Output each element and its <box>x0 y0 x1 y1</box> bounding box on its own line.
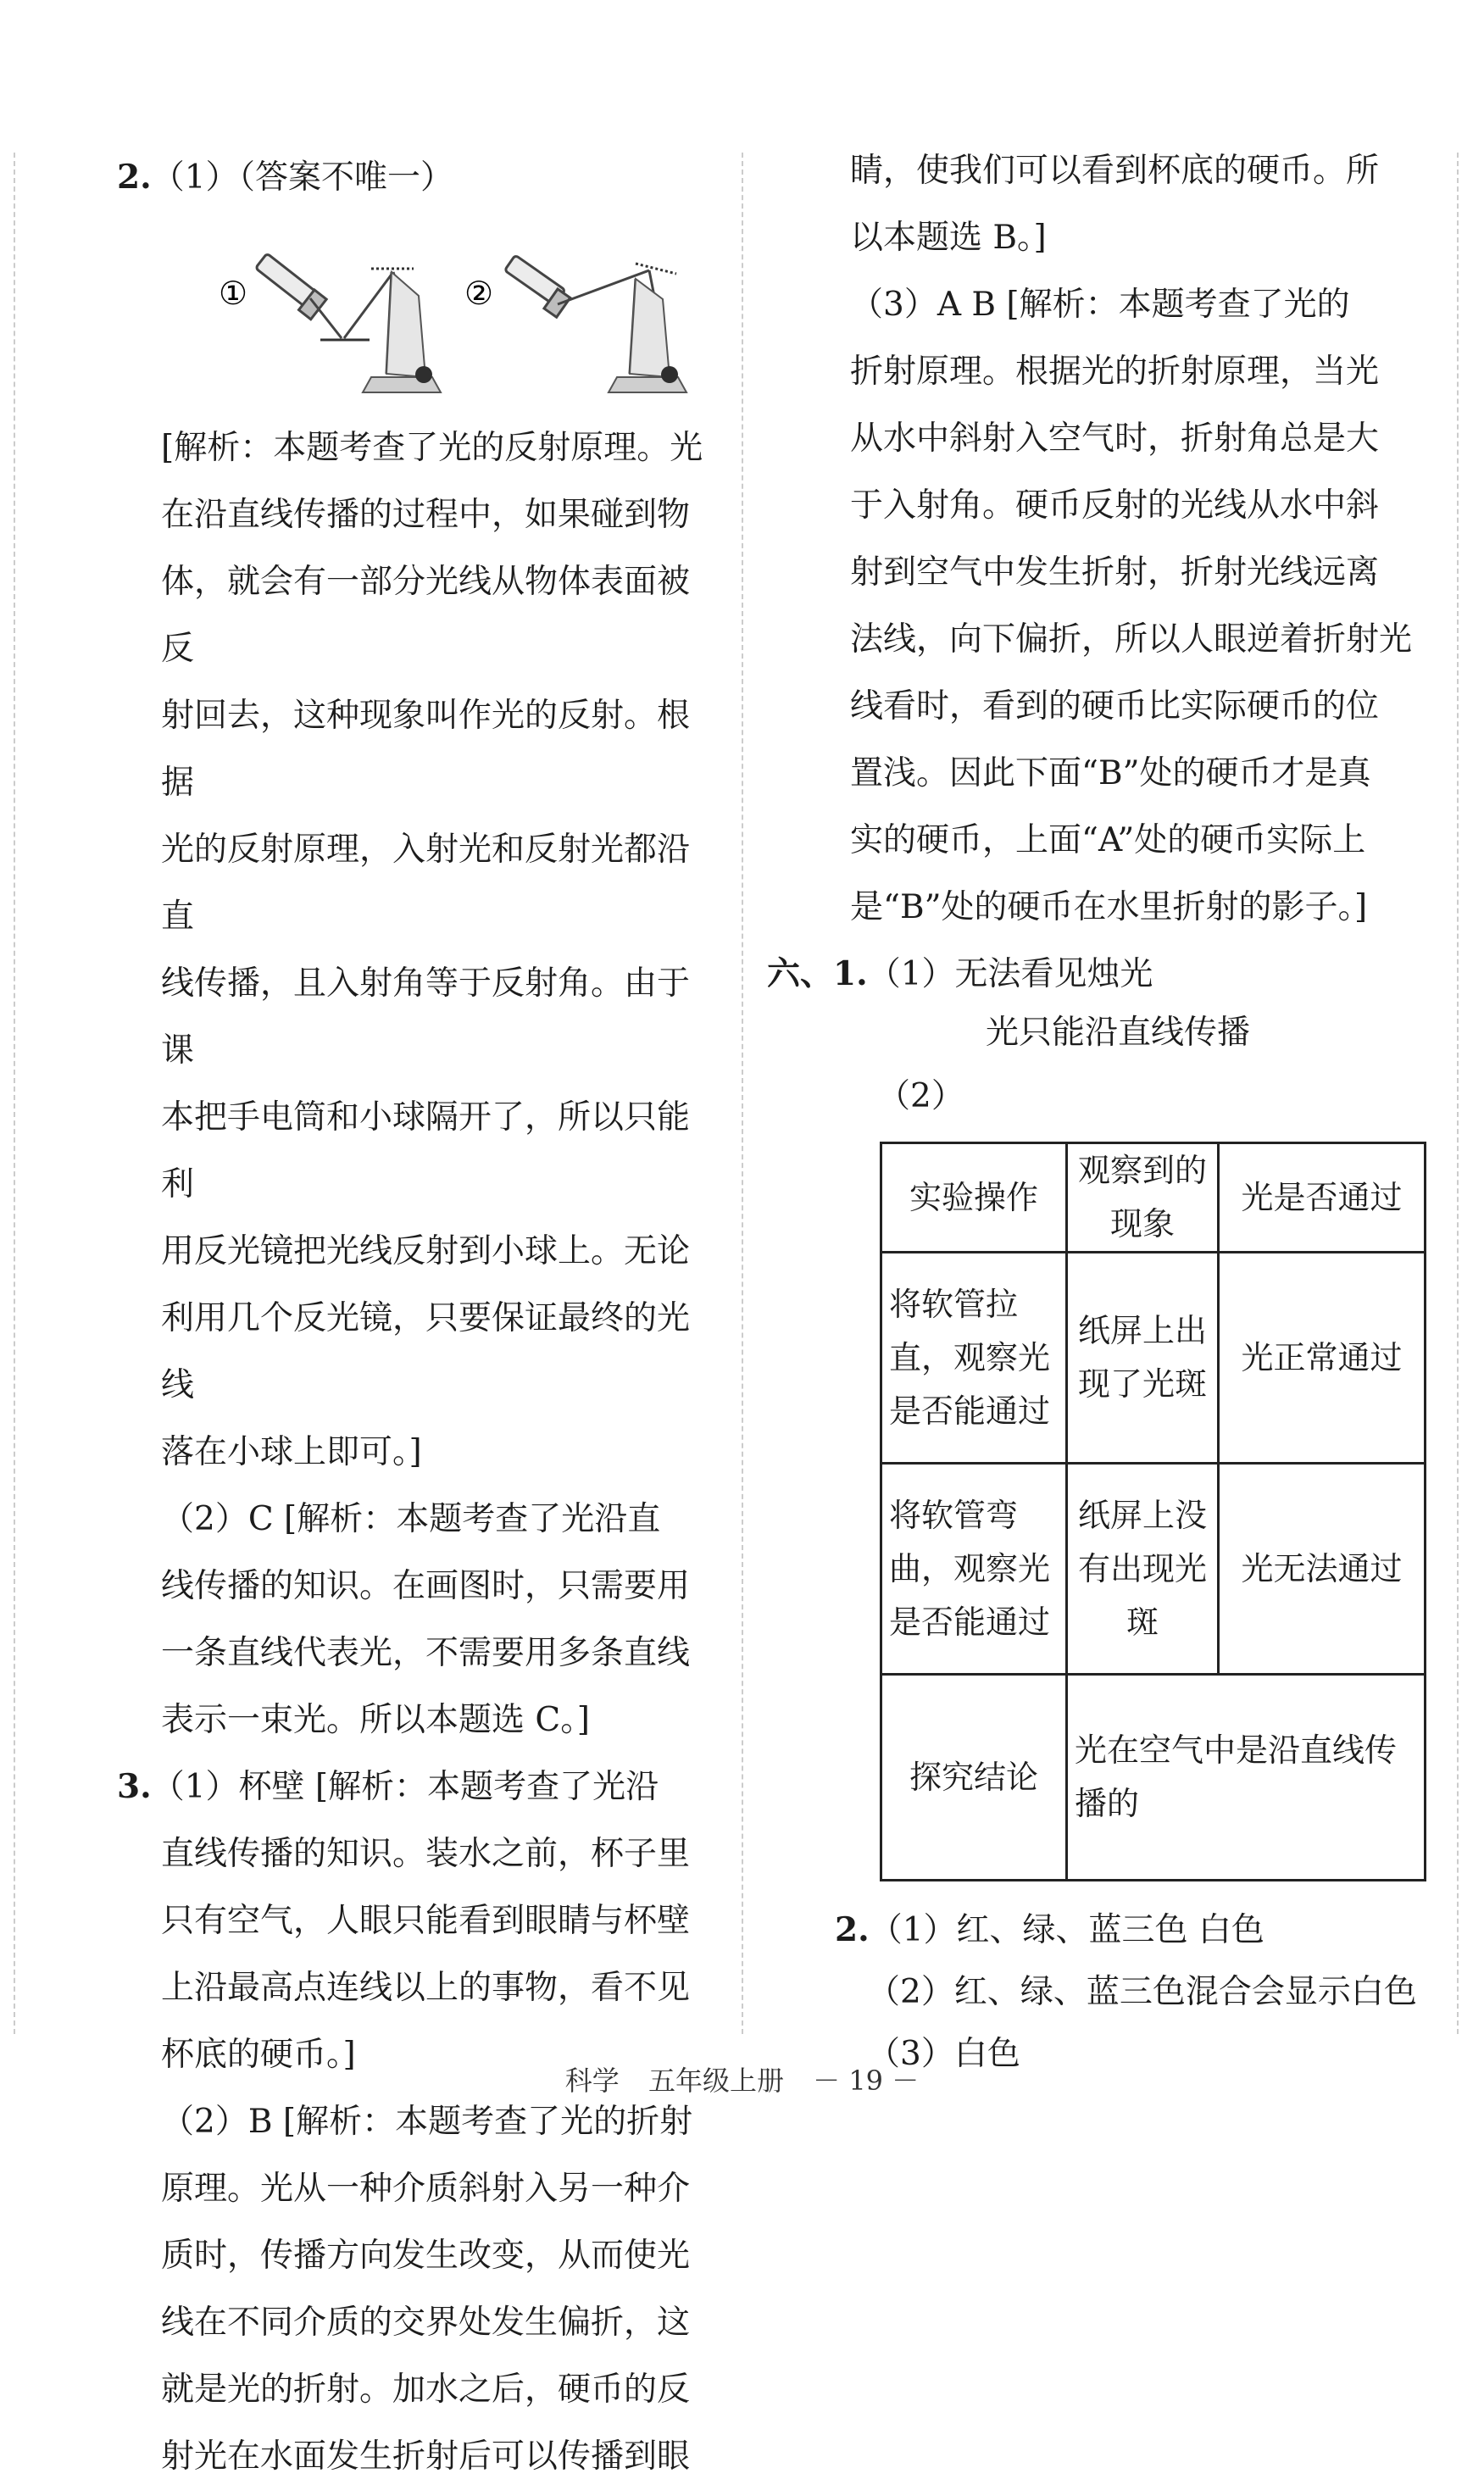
q2-first-line <box>767 1897 1445 1964</box>
section-6-heading <box>767 941 1445 1008</box>
table-header: 实验操作 <box>881 1143 1067 1253</box>
text-line: 线传播，且入射角等于反射角。由于课 <box>161 964 691 1070</box>
text-line: 杯底的硬币。] <box>161 2036 356 2074</box>
text-line: 质时，传播方向发生改变，从而使光 <box>161 2237 691 2275</box>
q2-number: 2. <box>117 158 152 197</box>
text-line: 射光在水面发生折射后可以传播到眼 <box>161 2437 691 2476</box>
table-header: 光是否通过 <box>1219 1143 1426 1253</box>
ball-2 <box>661 366 678 383</box>
fig-label-2: ② <box>464 275 494 312</box>
table-row <box>881 1253 1426 1464</box>
q3-2-explanation <box>117 2088 710 2490</box>
flashlight-icon-1 <box>255 253 326 320</box>
table-cell: 光正常通过 <box>1219 1253 1426 1464</box>
text-line: 于入射角。硬币反射的光线从水中斜 <box>850 486 1380 525</box>
q3-block <box>117 1754 710 2490</box>
section-6-answer-1: （1）无法看见烛光 <box>867 955 1153 993</box>
text-line: 从水中斜射入空气时，折射角总是大 <box>850 420 1380 458</box>
text-line: （3）A B [解析：本题考查了光的 <box>850 286 1350 324</box>
text-line: 射到空气中发生折射，折射光线远离 <box>850 553 1380 592</box>
section-6-number: 六、1. <box>767 954 868 993</box>
footer-grade: 五年级上册 <box>648 2065 784 2097</box>
table-cell: 纸屏上没有出现光斑 <box>1067 1464 1219 1675</box>
q2-1-explanation <box>117 414 710 1486</box>
right-column <box>767 144 1445 2087</box>
left-column <box>117 144 710 2490</box>
text-line: （2）B [解析：本题考查了光的折射 <box>161 2103 693 2141</box>
text-line: 体，就会有一部分光线从物体表面被反 <box>161 563 691 668</box>
q3-number: 3. <box>117 1767 152 1806</box>
experiment-table <box>880 1142 1426 1881</box>
column-divider <box>742 153 743 2034</box>
text-line: （3）白色 <box>867 2035 1020 2073</box>
text-line: 线在不同介质的交界处发生偏折，这 <box>161 2304 691 2342</box>
text-line: 原理。光从一种介质斜射入另一种介 <box>161 2170 691 2208</box>
text-line: 光的反射原理，入射光和反射光都沿直 <box>161 831 691 936</box>
table-cell: 将软管弯曲，观察光是否能通过 <box>881 1464 1067 1675</box>
left-margin-divider <box>14 153 15 2034</box>
reflection-diagrams <box>117 211 710 414</box>
section-6-answer-1b: 光只能沿直线传播 <box>986 1014 1251 1052</box>
q3-first-line <box>117 1754 710 1820</box>
page-footer <box>0 2059 1484 2098</box>
reflected-ray-1 <box>344 272 393 338</box>
footer-subject: 科学 <box>564 2065 620 2097</box>
text-line: 射回去，这种现象叫作光的反射。根据 <box>161 697 691 802</box>
text-line: 用反光镜把光线反射到小球上。无论 <box>161 1232 691 1270</box>
text-line: （2）C [解析：本题考查了光沿直 <box>161 1500 661 1538</box>
text-line: 落在小球上即可。] <box>161 1433 422 1471</box>
table-cell: 将软管拉直，观察光是否能通过 <box>881 1253 1067 1464</box>
q2-2-explanation <box>117 1486 710 1754</box>
text-line: 线传播的知识。在画图时，只需要用 <box>161 1567 691 1605</box>
q3-continuation <box>767 137 1445 271</box>
text-line: 实的硬币，上面“A”处的硬币实际上 <box>850 821 1366 859</box>
diagram-1 <box>219 253 441 392</box>
q2-heading <box>117 144 710 211</box>
section-6-answer-2-label: （2） <box>877 1077 964 1115</box>
text-line: （2）红、绿、蓝三色混合会显示白色 <box>867 1973 1417 2011</box>
q3-3-explanation <box>767 271 1445 941</box>
text-line: 本把手电筒和小球隔开了，所以只能利 <box>161 1098 691 1203</box>
q2-number: 2. <box>835 1910 870 1949</box>
text-line: 在沿直线传播的过程中，如果碰到物 <box>161 496 691 534</box>
text-line: [解析：本题考查了光的反射原理。光 <box>161 429 703 467</box>
table-cell: 光无法通过 <box>1219 1464 1426 1675</box>
text-line: 折射原理。根据光的折射原理，当光 <box>850 353 1380 391</box>
text-line: 置浅。因此下面“B”处的硬币才是真 <box>850 754 1371 792</box>
text-line: 一条直线代表光，不需要用多条直线 <box>161 1634 691 1672</box>
table-conclusion-text: 光在空气中是沿直线传播的 <box>1067 1675 1426 1881</box>
q2-heading-text: （1）（答案不唯一） <box>151 158 454 197</box>
flashlight-icon-2 <box>504 255 570 317</box>
right-margin-divider <box>1457 153 1459 2034</box>
text-line: 直线传播的知识。装水之前，杯子里 <box>161 1835 691 1873</box>
text-line: （1）红、绿、蓝三色 白色 <box>869 1911 1264 1949</box>
q3-1-explanation <box>117 1820 710 2088</box>
text-line: 表示一束光。所以本题选 C。] <box>161 1701 590 1739</box>
text-line: 利用几个反光镜，只要保证最终的光线 <box>161 1299 691 1404</box>
text-line: 睛，使我们可以看到杯底的硬币。所 <box>850 152 1380 190</box>
text-line: 上沿最高点连线以上的事物，看不见 <box>161 1969 691 2007</box>
text-line: 法线，向下偏折，所以人眼逆着折射光 <box>850 620 1413 659</box>
table-cell: 纸屏上出现了光斑 <box>1067 1253 1219 1464</box>
table-row <box>881 1464 1426 1675</box>
footer-page-number: － 19 － <box>813 2065 920 2097</box>
answer-figure <box>117 211 710 414</box>
table-header-row <box>881 1143 1426 1253</box>
text-line: 线看时，看到的硬币比实际硬币的位 <box>850 687 1380 725</box>
text-line: 是“B”处的硬币在水里折射的影子。] <box>850 888 1368 926</box>
ball-1 <box>415 366 432 383</box>
diagram-2 <box>464 255 686 392</box>
text-line: 以本题选 B。] <box>850 219 1047 257</box>
incident-ray-1 <box>310 298 342 338</box>
book-1 <box>386 272 425 377</box>
fig-label-1: ① <box>219 275 248 312</box>
table-header: 观察到的现象 <box>1067 1143 1219 1253</box>
book-2 <box>630 279 670 377</box>
table-conclusion-row <box>881 1675 1426 1881</box>
table-conclusion-label: 探究结论 <box>881 1675 1067 1881</box>
text-line: 就是光的折射。加水之后，硬币的反 <box>161 2371 691 2409</box>
text-line: （1）杯壁 [解析：本题考查了光沿 <box>151 1768 659 1806</box>
text-line: 只有空气，人眼只能看到眼睛与杯壁 <box>161 1902 691 1940</box>
